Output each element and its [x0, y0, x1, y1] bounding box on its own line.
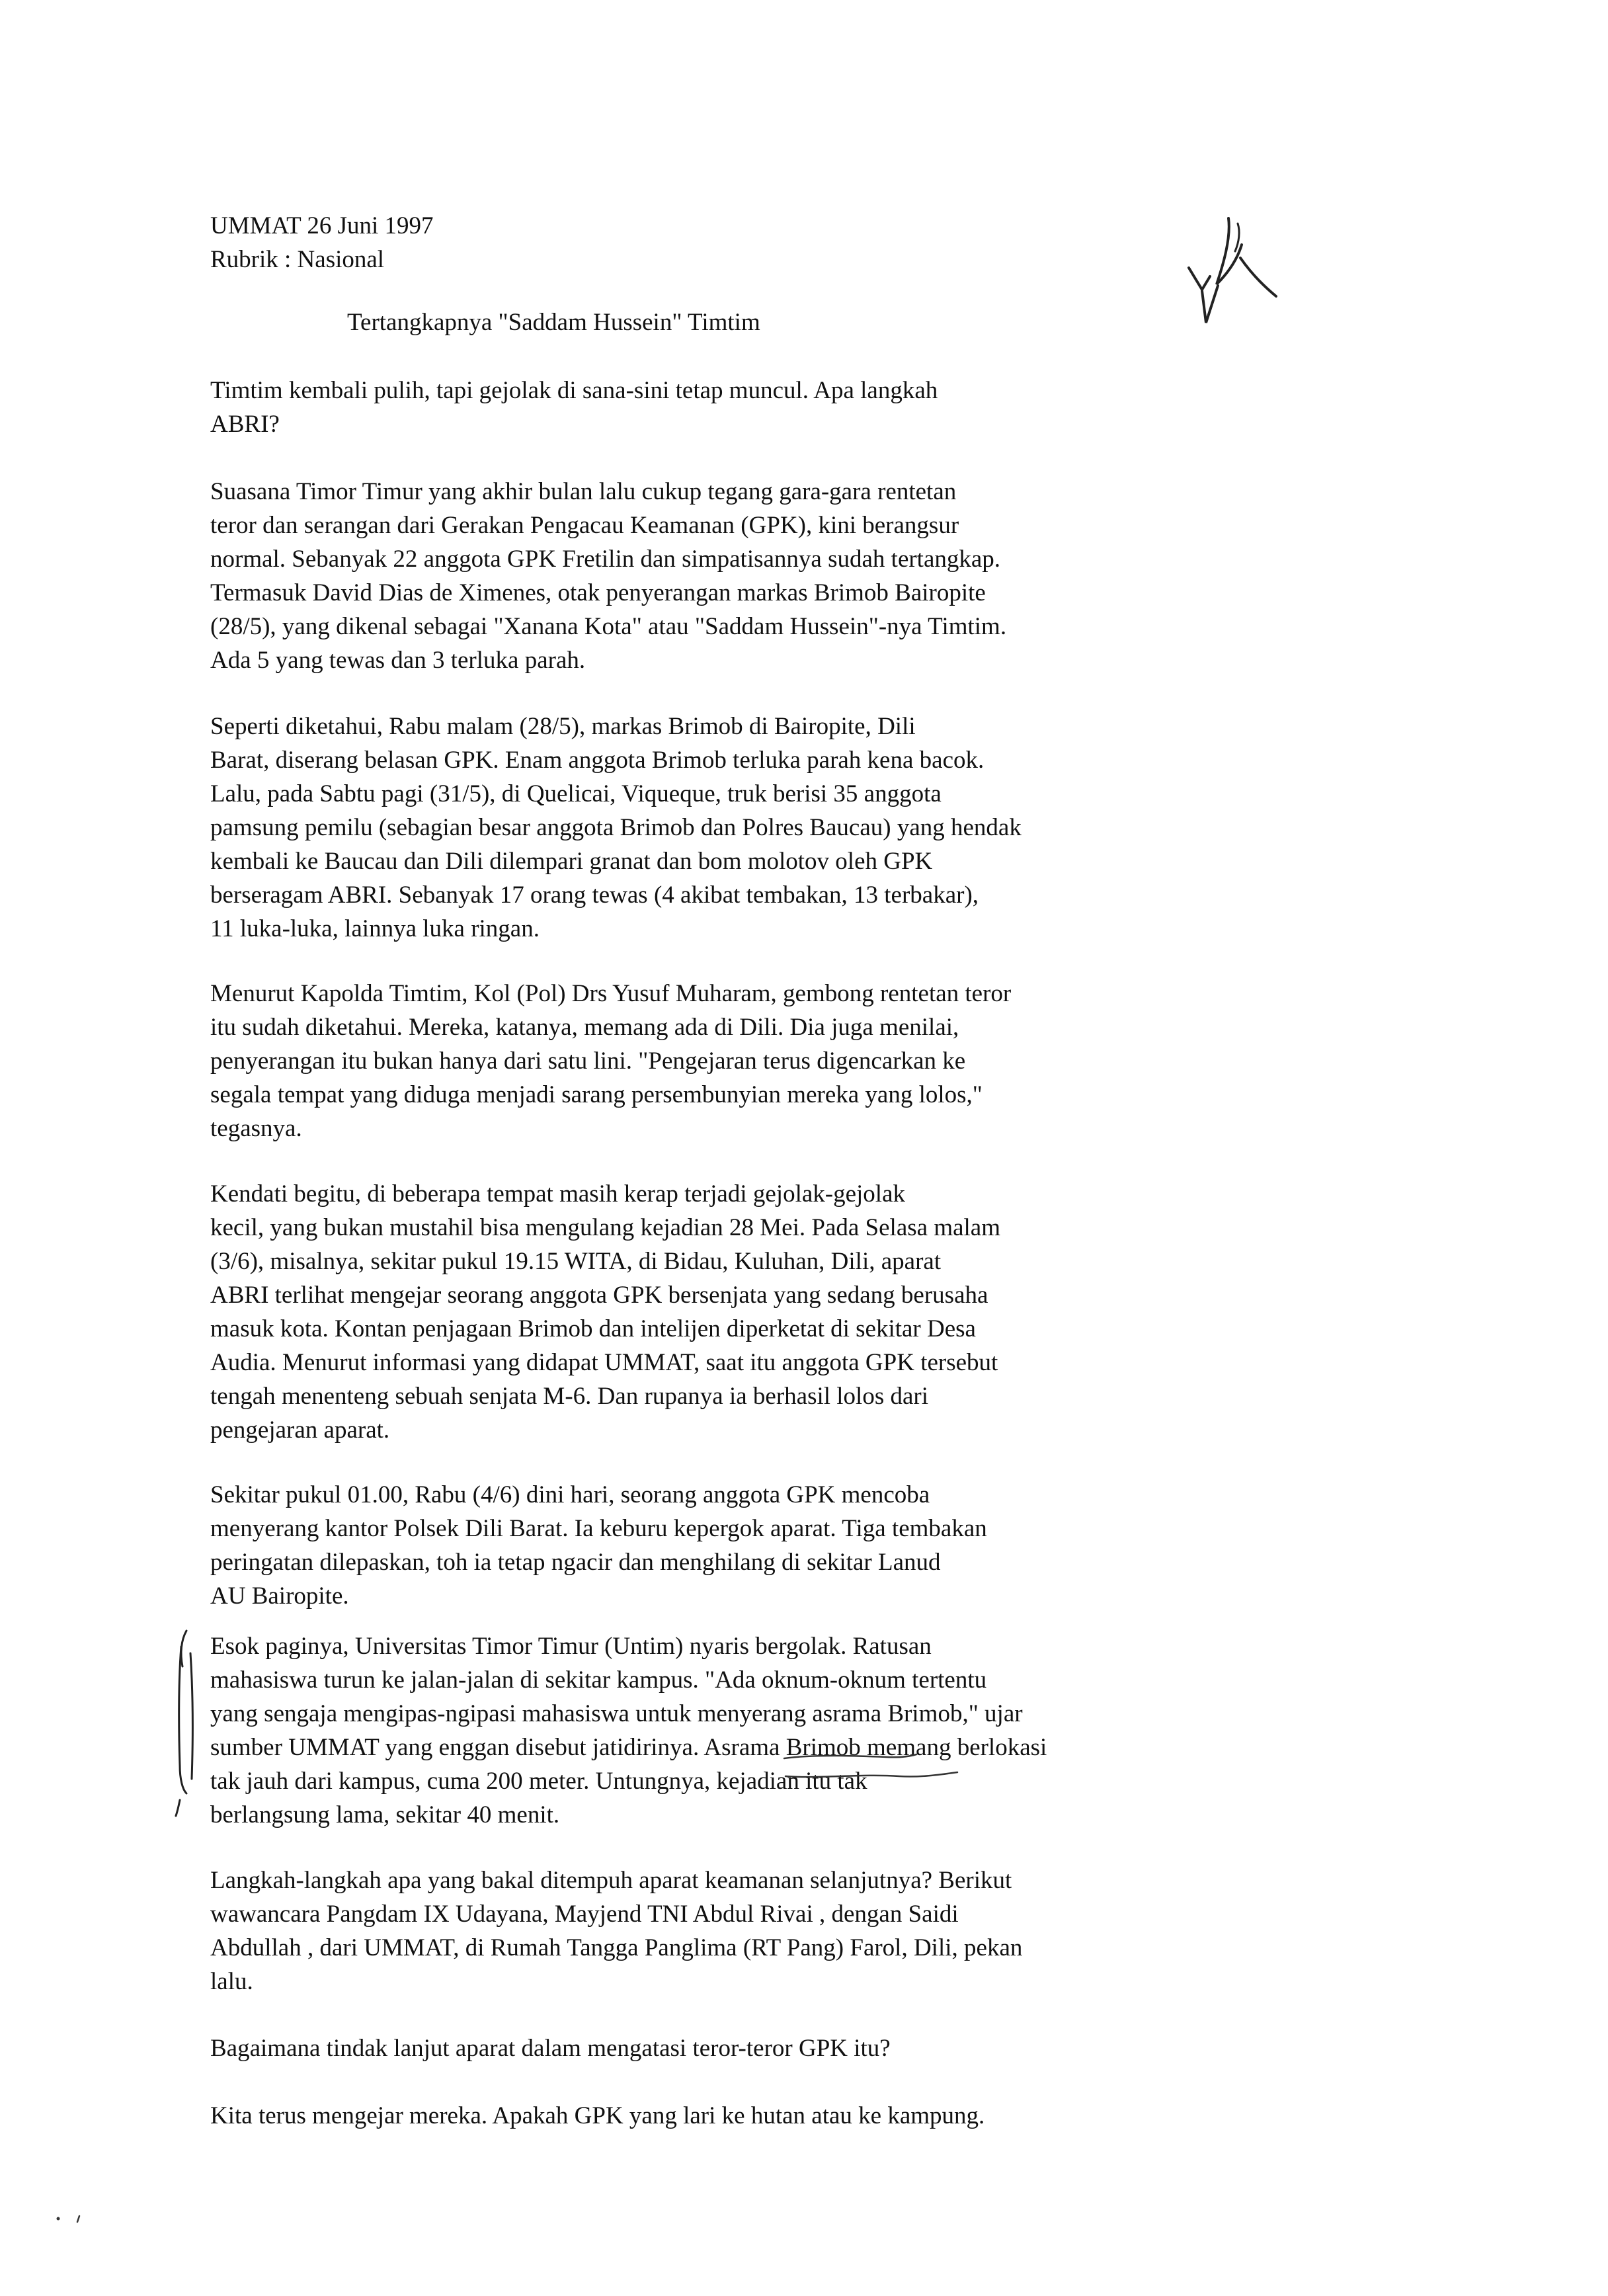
text-line: Lalu, pada Sabtu pagi (31/5), di Quelicai, Viqueque, truk berisi 35 anggota [210, 780, 942, 807]
text-line: tak jauh dari kampus, cuma 200 meter. Untungnya, kejadian itu tak [210, 1768, 867, 1795]
text-line: itu sudah diketahui. Mereka, katanya, memang ada di Dili. Dia juga menilai, [210, 1014, 959, 1041]
paragraph-answer [210, 2099, 985, 2133]
text-line: ABRI terlihat mengejar seorang anggota GPK bersenjata yang sedang berusaha [210, 1282, 988, 1309]
text-line: pamsung pemilu (sebagian besar anggota Brimob dan Polres Baucau) yang hendak [210, 814, 1022, 841]
text-line: AU Bairopite. [210, 1582, 349, 1610]
paragraph-situation [210, 475, 1006, 677]
text-line: tengah menenteng sebuah senjata M-6. Dan rupanya ia berhasil lolos dari [210, 1383, 929, 1410]
article-title: Tertangkapnya "Saddam Hussein" Timtim [347, 309, 760, 336]
text-line: Bagaimana tindak lanjut aparat dalam mengatasi teror-teror GPK itu? [210, 2035, 891, 2062]
paragraph-intro [210, 374, 938, 441]
text-line: Audia. Menurut informasi yang didapat UMMAT, saat itu anggota GPK tersebut [210, 1349, 998, 1376]
paragraph-kapolda [210, 977, 1011, 1145]
text-line: wawancara Pangdam IX Udayana, Mayjend TNI Abdul Rivai , dengan Saidi [210, 1901, 959, 1928]
handwritten-underline-mark [780, 1767, 979, 1787]
source-line: UMMAT 26 Juni 1997 [210, 212, 434, 239]
text-line: Suasana Timor Timur yang akhir bulan lalu cukup tegang gara-gara rentetan [210, 478, 957, 505]
text-line: Seperti diketahui, Rabu malam (28/5), markas Brimob di Bairopite, Dili [210, 713, 916, 740]
text-line: sumber UMMAT yang enggan disebut jatidirinya. Asrama Brimob memang berlokasi [210, 1734, 1047, 1761]
text-line: Kita terus mengejar mereka. Apakah GPK yang lari ke hutan atau ke kampung. [210, 2102, 985, 2129]
text-line: 11 luka-luka, lainnya luka ringan. [210, 915, 540, 942]
text-line: masuk kota. Kontan penjagaan Brimob dan intelijen diperketat di sekitar Desa [210, 1315, 976, 1342]
handwritten-overline-mark [780, 1750, 919, 1764]
text-line: kecil, yang bukan mustahil bisa mengulang kejadian 28 Mei. Pada Selasa malam [210, 1214, 1001, 1241]
text-line: Kendati begitu, di beberapa tempat masih kerap terjadi gejolak-gejolak [210, 1180, 906, 1208]
text-line: penyerangan itu bukan hanya dari satu lini. "Pengejaran terus digencarkan ke [210, 1047, 966, 1075]
text-line: Esok paginya, Universitas Timor Timur (Untim) nyaris bergolak. Ratusan [210, 1633, 932, 1660]
paragraph-unrest [210, 1177, 1000, 1447]
text-line: normal. Sebanyak 22 anggota GPK Fretilin dan simpatisannya sudah tertangkap. [210, 546, 1001, 573]
paragraph-untim [210, 1629, 1047, 1832]
paragraph-polsek [210, 1478, 987, 1613]
text-line: ABRI? [210, 411, 280, 438]
handwritten-initials-mark [1184, 212, 1283, 324]
text-line: (28/5), yang dikenal sebagai "Xanana Kota" atau "Saddam Hussein"-nya Timtim. [210, 613, 1007, 640]
text-line: teror dan serangan dari Gerakan Pengacau Keamanan (GPK), kini berangsur [210, 512, 959, 539]
paragraph-attacks [210, 710, 1022, 946]
text-line: menyerang kantor Polsek Dili Barat. Ia keburu kepergok aparat. Tiga tembakan [210, 1515, 987, 1542]
text-line: tegasnya. [210, 1115, 302, 1142]
text-line: Ada 5 yang tewas dan 3 terluka parah. [210, 647, 586, 674]
handwritten-bracket-mark [172, 1627, 202, 1819]
rubric-line: Rubrik : Nasional [210, 246, 385, 273]
text-line: Timtim kembali pulih, tapi gejolak di sana-sini tetap muncul. Apa langkah [210, 377, 938, 404]
text-line: berlangsung lama, sekitar 40 menit. [210, 1801, 560, 1828]
text-line: berseragam ABRI. Sebanyak 17 orang tewas (4 akibat tembakan, 13 terbakar), [210, 882, 979, 909]
text-line: Sekitar pukul 01.00, Rabu (4/6) dini hari, seorang anggota GPK mencoba [210, 1481, 930, 1508]
text-line: Langkah-langkah apa yang bakal ditempuh aparat keamanan selanjutnya? Berikut [210, 1867, 1012, 1894]
paragraph-interview-intro [210, 1864, 1022, 1998]
text-line: kembali ke Baucau dan Dili dilempari granat dan bom molotov oleh GPK [210, 848, 933, 875]
text-line: yang sengaja mengipas-ngipasi mahasiswa untuk menyerang asrama Brimob," ujar [210, 1700, 1023, 1727]
text-line: peringatan dilepaskan, toh ia tetap ngacir dan menghilang di sekitar Lanud [210, 1549, 941, 1576]
text-line: Barat, diserang belasan GPK. Enam anggota Brimob terluka parah kena bacok. [210, 747, 985, 774]
text-line: segala tempat yang diduga menjadi sarang persembunyian mereka yang lolos," [210, 1081, 983, 1108]
text-line: lalu. [210, 1968, 253, 1995]
text-line: (3/6), misalnya, sekitar pukul 19.15 WITA, di Bidau, Kuluhan, Dili, aparat [210, 1248, 942, 1275]
scan-speck-mark [53, 2212, 93, 2225]
text-line: Menurut Kapolda Timtim, Kol (Pol) Drs Yusuf Muharam, gembong rentetan teror [210, 980, 1012, 1007]
text-line: Termasuk David Dias de Ximenes, otak penyerangan markas Brimob Bairopite [210, 579, 986, 606]
text-line: Abdullah , dari UMMAT, di Rumah Tangga Panglima (RT Pang) Farol, Dili, pekan [210, 1934, 1023, 1961]
text-line: mahasiswa turun ke jalan-jalan di sekitar kampus. "Ada oknum-oknum tertentu [210, 1666, 987, 1694]
paragraph-question [210, 2031, 891, 2065]
text-line: pengejaran aparat. [210, 1416, 390, 1444]
